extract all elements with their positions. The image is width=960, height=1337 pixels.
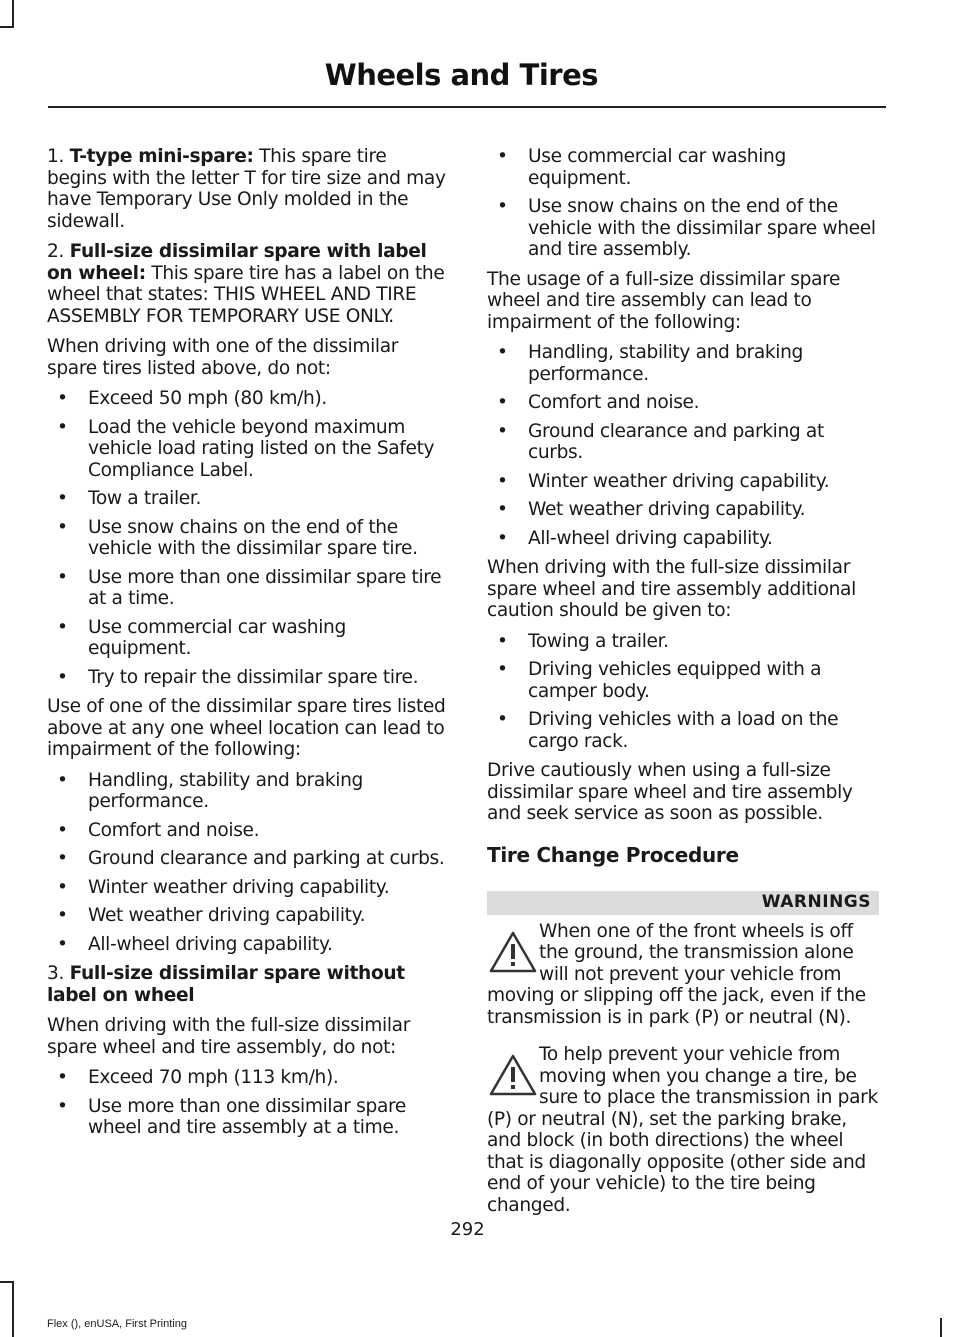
list-item: • Driving vehicles equipped with a camper body. — [497, 659, 822, 702]
page-number: 292 — [450, 1219, 485, 1240]
warnings-label: WARNINGS — [487, 891, 879, 915]
list-item: • Wet weather driving capability. — [57, 905, 366, 926]
list-item: • Winter weather driving capability. — [57, 876, 390, 898]
list-item: • Wet weather driving capability. — [497, 499, 806, 520]
list-item: • Ground clearance and parking at curbs. — [497, 420, 824, 463]
warning-2: To help prevent your vehicle from moving when you change a tire, be sure to place the transmission in park (P) or neutral (N), set the parking brake, and block (in both directions) the wheel that is diagonally opposite (other side and end of your vehicle) to the tire being changed. — [487, 1044, 878, 1216]
paragraph-full-size-do-not: When driving with the full-size dissimilar spare wheel and tire assembly, do not: — [47, 1015, 410, 1058]
crop-mark-bottom-left-v — [12, 1281, 14, 1337]
paragraph-usage: The usage of a full-size dissimilar spare wheel and tire assembly can lead to impairment of the following: — [487, 268, 841, 333]
paragraph-drive-cautiously: Drive cautiously when using a full-size dissimilar spare wheel and tire assembly and seek service as soon as possible. — [487, 760, 853, 824]
list-item: • Ground clearance and parking at curbs. — [57, 848, 445, 869]
left-column — [47, 146, 449, 1147]
list-item: • Use more than one dissimilar spare wheel and tire assembly at a time. — [57, 1095, 406, 1138]
list-item: • Use snow chains on the end of the vehicle with the dissimilar spare wheel and tire assembly. — [497, 196, 876, 260]
list-item: • Try to repair the dissimilar spare tire. — [57, 666, 419, 688]
crop-mark-bottom-left-h — [0, 1281, 14, 1283]
list-item: • Driving vehicles with a load on the cargo rack. — [497, 709, 839, 752]
right-column — [487, 146, 879, 1232]
list-item: • Exceed 50 mph (80 km/h). — [57, 388, 327, 409]
list-do-not-continued — [487, 146, 879, 261]
list-impairment — [47, 770, 449, 956]
list-item: • Use commercial car washing equipment. — [57, 616, 346, 659]
list-full-size-do-not — [47, 1067, 449, 1139]
warning-triangle-icon — [487, 929, 539, 975]
list-item: • Handling, stability and braking performance. — [57, 769, 363, 812]
warning-triangle-icon — [487, 1052, 539, 1098]
section-heading: Tire Change Procedure — [487, 842, 739, 867]
list-item: • Use snow chains on the end of the vehicle with the dissimilar spare tire. — [57, 516, 418, 559]
paragraph-intro: When driving with one of the dissimilar spare tires listed above, do not: — [47, 336, 399, 379]
paragraph-impairment: Use of one of the dissimilar spare tires listed above at any one wheel location can lead to impairment of the following: — [47, 696, 446, 760]
list-item: • All-wheel driving capability. — [57, 933, 333, 955]
list-usage-impairment — [487, 342, 879, 549]
page-title: Wheels and Tires — [324, 58, 598, 92]
header-divider — [48, 106, 886, 108]
paragraph-full-size-label: 2. Full-size dissimilar spare with label on wheel: This spare tire has a label on the wheel that states: THIS WHEEL AND TIRE ASSEMBLY FOR TEMPORARY USE ONLY. — [47, 241, 445, 327]
list-item: • Use more than one dissimilar spare tire at a time. — [57, 566, 442, 609]
list-item: • All-wheel driving capability. — [497, 527, 773, 549]
list-item: • Use commercial car washing equipment. — [497, 146, 786, 189]
list-item: • Comfort and noise. — [497, 392, 700, 413]
list-item: • Exceed 70 mph (113 km/h). — [57, 1067, 339, 1088]
list-item: • Towing a trailer. — [497, 630, 669, 652]
paragraph-t-type: 1. T-type mini-spare: This spare tire begins with the letter T for tire size and may have Temporary Use Only molded in the sidewall. — [47, 146, 446, 232]
crop-mark-top-left-v — [12, 0, 14, 28]
paragraph-caution: When driving with the full-size dissimilar spare wheel and tire assembly additional caution should be given to: — [487, 557, 856, 621]
list-caution — [487, 631, 879, 753]
paragraph-no-label: 3. Full-size dissimilar spare without label on wheel — [47, 963, 405, 1006]
list-item: • Winter weather driving capability. — [497, 470, 830, 492]
list-item: • Load the vehicle beyond maximum vehicle load rating listed on the Safety Compliance Label. — [57, 416, 435, 481]
crop-mark-bottom-right-v — [940, 1318, 942, 1337]
crop-mark-top-left-h — [0, 26, 14, 28]
list-item: • Comfort and noise. — [57, 819, 260, 841]
list-item: • Handling, stability and braking performance. — [497, 342, 803, 385]
warning-1: When one of the front wheels is off the ground, the transmission alone will not prevent your vehicle from moving or slipping off the jack, even if the transmission is in park (P) or neutral (N). — [487, 920, 866, 1028]
list-item: • Tow a trailer. — [57, 488, 202, 509]
footer-text: Flex (), enUSA, First Printing — [47, 1318, 187, 1330]
list-do-not — [47, 388, 449, 688]
